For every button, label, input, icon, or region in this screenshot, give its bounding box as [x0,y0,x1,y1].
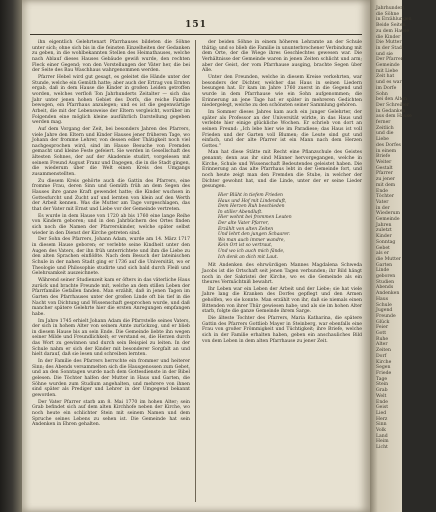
next-page-line: aus dem Hause [376,114,412,120]
next-page-line: in Gedanken [376,108,406,114]
poem-line: Hier Blüht in tiefem Frieden [218,193,283,199]
poem-line: Und lehrt den jungen Schaarer. [218,232,291,238]
paragraph: ihn eigentlich Gelehrtenart Pfarrhauses bildeten die Söhne unter sich; ohne sich bis in die feinsten Einzelheiten der Gedanken zu geben, in die wohlbekannten Stellen des Heimathauses, welche nach Ablauf dieses Hauses Gebäude gewiß wurde, den rechten Fleck einer Gegend; von den Vorstellungen der Väter her, die bei der Seite des Bau Waschhaus wahrgenommen werden. [32,40,190,74]
previous-page-edge [0,0,22,512]
next-page-line: Weiter [376,159,392,165]
next-page-line: bei den Alten [376,97,407,103]
next-page-line: und die [376,131,394,137]
paragraph: Im Sommer dieses Jahres kam auch ein junger Gelehrter, der später als Professor an der Universität wirkte, in das Haus und verlebte hier einige glückliche Wochen. Er schrieb von dort an seinen Freund: „Ich lebe hier wie im Paradiese; das Haus ist voll Frieden und der Garten voll Blumen; die Leute sind gut und einfach, und der alte Pfarrer ist ein Mann nach dem Herzen Gottes.“ [202,109,362,149]
paragraph: Auf dem Vorgang der Zeit, bei besonders Jahren des Pfarrers, viele Jahre den Eltern und Kinder Hauses jener früheren Tage, wo Johann der fromme Lehrer, von dessen edler Thätigkeit noch viel nachgesprochen wird, sind im Hause Besuche von Fremden gemacht und kleine Feste gefeiert. Sie werden in Gesellschaft des ältesten Sohnes, der auf der Akademie studirt, vorgelesen mit seinem Freund August Franz und Dagegen, die in die Stadt gingen, die wiederum über die Welt einen Kreis des Umgangs zusammenstellten. [32,126,190,178]
next-page-line: des Dorfes [376,142,401,148]
poem-line: Und wo ich auch mich fände, [218,249,285,254]
next-page-line: Abends [376,285,394,291]
book-page [22,0,370,512]
poem-line: Dem Herzen Ruh beschieden [218,204,285,210]
next-page-line: Die Mutter [376,40,402,46]
page-header [30,20,362,35]
next-page-line: Garten [376,262,393,268]
next-page-line: in der Stadt [376,45,404,51]
poem-line: Kein Ort ist so vertraut, [218,243,273,249]
next-page-line: geboren [376,274,396,280]
paragraph: Es wurde in dem Hause von 1720 ab bis 1760 eine lange Reihe von Kindern geboren; und in den Jahrbüchern des Ortes finden sich noch die Namen der Pfarrerskinder, welche später selbst wieder in den Dienst der Kirche getreten sind. [32,213,190,236]
next-page-line: Zeit hat [376,74,395,80]
next-page-line: Der Schreiber [376,102,409,108]
next-page-line: Zeiten [376,348,391,354]
next-page-line: Heim [376,439,389,445]
next-page-text [376,6,436,451]
next-page-line: Alter [376,342,388,348]
next-page-line: Gestalt [376,165,393,171]
next-page-line: Volk [376,428,386,434]
next-page-line: Glück [376,319,390,325]
poem-line: Ich denk an dich mit Laut. [218,254,279,260]
next-page-line: in Erzählungen [376,17,412,23]
next-page-line: Dorf [376,353,387,359]
next-page-line: Jahrhundert [376,6,405,11]
poem-line: Haus und Hof mit Lindenduft, [218,198,287,204]
next-page-line: Lied [376,410,387,416]
next-page-line: Friede [376,371,392,376]
poem-line: Wo man auch immer wandre, [218,237,285,243]
paragraph: Während seiner Studienzeit kam er öfters in das väterliche Haus zurück und brachte Freunde mit, welche an dem stillen Leben der Pfarrfamilie Gefallen fanden. Man erzählt, daß in jenen Tagen im Garten des Pfarrhauses unter der großen Linde oft bis tief in die Nacht von Dichtung und Wissenschaft gesprochen wurde, und daß mancher spätere Gelehrte hier die ersten Anregungen empfangen habe. [32,277,190,317]
next-page-line: Andenken [376,291,400,297]
next-page-line: zu jener [376,177,395,183]
paragraph: Der Sohn des Pfarrers, Johann Adam, wurde am 14. März 1717 in diesem Hause geboren; er verlebte seine Kindheit unter den Augen des Vaters, der ihn früh unterrichtete und ihm die Liebe zu den alten Sprachen einflößte. Nach dem Besuch der lateinischen Schule in der nahen Stadt ging er 1736 auf die Universität, wo er Theologie und Philosophie studirte und sich bald durch Fleiß und Gelehrsamkeit auszeichnete. [32,237,190,277]
next-page-line: Briefe [376,154,391,160]
next-page-line: Linde [376,268,390,274]
page-number: 151 [185,20,207,30]
next-page-line: Liebe [376,137,389,143]
next-page-line: Land [376,433,388,439]
next-page-line: Der Pfarrer [376,57,403,63]
next-page-line: zu dem Hause [376,28,410,34]
next-page-line: Zeitlich [376,125,394,131]
next-page-edge [370,0,412,512]
paragraph: Ihr Leben war ein Leben der Arbeit und der Liebe; sie hat viele Jahre lang die Kranken des Dorfes gepflegt und den Armen geholfen, wo sie konnte. Man erzählt von ihr, daß sie niemals einen Bittenden von ihrer Thür gewiesen habe; und als sie im hohen Alter starb, folgte die ganze Gemeinde ihrem Sarge. [202,286,362,315]
next-page-line: Tage [376,376,388,382]
next-page-line: Herz [376,416,388,422]
next-page-line: Grab [376,388,388,394]
next-page-line: Licht [376,445,388,451]
next-page-line: Jahren [376,222,392,228]
paragraph: Man hat diese Stätte mit Recht eine Pflanzschule des Geistes genannt; denn aus ihr sind Männer hervorgegangen, welche in Kirche, Schule und Wissenschaft Bedeutendes geleistet haben. Die Erinnerung an das alte Pfarrhaus lebt in der Gemeinde fort, und noch heute zeigt man den Fremden die Stube, in welcher der Dichter gewohnt hat, und die Linde, unter der er seine Lieder gesungen. [202,150,362,190]
next-page-line: und es war [376,80,402,86]
next-page-line: Welt [376,393,387,399]
next-page-line: Wiederum [376,211,400,217]
next-page-line: im Dorfe [376,85,397,91]
poem-line: Erzählt von alten Zeiten [218,226,274,232]
poem-line: Hier wohnt bei frommen Leuten [218,215,292,221]
paragraph: In der Familie des Pfarrers herrschte ein frommer und heiterer Sinn; des Abends versammelten sich die Hausgenossen zum Gebet, und an den Sonntagen wurde nach dem Gottesdienste in der Bibel gelesen. Die Töchter halfen der Mutter in Haus und Garten, die Söhne wurden zum Studium angehalten, und mehrere von ihnen sind später als Prediger und Lehrer in der Umgegend bekannt geworden. [32,359,190,399]
next-page-line: Töchter [376,194,394,200]
next-page-line: zuletzt [376,228,392,234]
next-page-line: in der [376,205,390,211]
next-page-line: Gott [376,331,387,337]
next-page-line: Sinn [376,422,387,428]
next-page-line: Gemeinde [376,63,400,69]
next-page-line: Gebet [376,245,390,251]
next-page-line: Segen [376,365,391,371]
right-column [202,40,362,502]
next-page-line: Kinder [376,234,392,240]
poem [218,193,362,260]
left-column [32,40,190,502]
next-page-line: Geist [376,405,389,411]
next-page-line: Beide Seiten [376,23,406,29]
next-page-line: Freunde [376,313,396,319]
next-page-line: die Kinder [376,34,401,40]
paragraph: Der Vater Pfarrer starb am 8. Mai 1770 im hohen Alter; sein Grab befindet sich auf dem alten Kirchhofe neben der Kirche, wo noch heute ein schlichter Stein mit seinem Namen und dem Spruche seines Lebens zu sehen ist. Die Gemeinde hat sein Andenken in Ehren gehalten. [32,399,190,428]
next-page-line: als er [376,251,389,257]
next-page-line: Sohn [376,91,388,97]
paragraph: Im Jahre 1745 erhielt Johann Adam die Pfarrstelle seines Vaters, der sich in hohem Alter von seinem Amte zurückzog, und er blieb in diesem Hause bis an sein Ende. Die Gemeinde liebte ihn wegen seiner Milde und Freundlichkeit; er verstand es, die Herzen durch das Wort zu gewinnen und durch sein Beispiel zu leiten. In der Schule nahm er sich der Kinder mit besonderer Sorgfalt an und hielt darauf, daß sie lesen und schreiben lernten. [32,318,190,358]
next-page-line: Ende [376,399,388,405]
next-page-line: Stein [376,382,389,388]
next-page-line: Kirche [376,359,392,365]
paragraph: der beiden Söhne in einem höheren Lehramte an der Schule thätig; und so blieb die Familie in ununterbrochener Verbindung mit dem Orte, der die Wiege ihres Geschlechtes gewesen war. Die Verhältnisse der Gemeinde waren in jenen Zeiten schlicht und arm; aber der Geist, der vom Pfarrhause ausging, brachte Segen über Alle. [202,40,362,74]
next-page-line: mit Liebe [376,68,399,74]
next-page-line: Haus [376,296,389,302]
next-page-line: Pfarrer [376,171,393,177]
next-page-line: Feier [376,325,389,331]
paragraph: Mit Andenken des ehrwürdigen Mannes Magdalena Schweda Jacobs ist die Ortschaft seit jenen Tagen verbunden; ihr Bild hängt noch in der Sakristei der Kirche, wo es die Gemeinde als ein theures Vermächtniß bewahrt. [202,263,362,286]
poem-line: Der alte Vater Pfarrer, [218,221,269,227]
paragraph: Zu diesem Kreis gehörte auch die Gattin des Pfarrers, eine fromme Frau, deren Sinn und Gemüth früh an dem Segen des Hauses ihre ganze Kraft gewendet hatte; die Kinder wuchsen in Gottesfurcht und Zucht auf und lernten von klein auf den Werth der Arbeit kennen. Was die Mutter am Tage vorgeschlagen, das that der Vater mit Ernst und Liebe vor der Gemeinde vertreten. [32,178,190,213]
next-page-line: Vater [376,199,389,205]
next-page-line: Studien [376,279,395,285]
next-page-line: die Söhne [376,11,400,17]
next-page-line: Schule [376,302,392,308]
next-page-line: Gemeinde [376,217,400,223]
column-divider [195,40,196,502]
next-page-line: Ende [376,188,388,194]
poem-line: In stiller Abendluft. [218,209,263,215]
next-page-line: und sie [376,51,393,57]
paragraph: Die älteste Tochter des Pfarrers, Maria Katharina, die spätere Gattin des Pfarrers Gottlieb Mayer in Steinberg, war ebenfalls eine Frau von großer Frömmigkeit und Tüchtigkeit; ihre Briefe, welche sich in der Familie erhalten haben, geben ein anschauliches Bild von dem Leben in dem alten Pfarrhause zu jener Zeit. [202,316,362,344]
next-page-line: mit dem [376,182,396,188]
next-page-line: Ruhe [376,336,389,342]
next-page-line: Jugend [376,308,393,314]
paragraph: Pfarrer Hebel wird gut gesagt, es geleitet die Hände unter der Stunde, welche ein Gemüth hatte; aber auch der Ertrag von Ernten ergab, daß in dem Hause die Kinder in großen Leiden getroffen worden, welches verfloß Ton Jahrhunderts Zeitalter — sich das Jahr unter jenen hohen Gebiet des Dorfs, die reiche Familie bewogen, ein Pfarrhaus anzulegen; und es ist die gegenwärtige Arbeit, die mit der Lebensweise der Eltern vergleicht, worüber im Folgenden eine möglich kleine ausführlich Darstellung gegeben werden mag. [32,74,190,126]
next-page-line: in einem [376,148,397,154]
paragraph: Unter den Freunden, welche in diesem Kreise verkehrten, war besonders der Dichter, welcher das Haus in seinen Liedern besungen hat. Er kam im Jahre 1760 zuerst in die Gegend und wurde in dem Pfarrhause wie ein Sohn aufgenommen; die Erinnerung an jene Tage hat er später in mehreren Gedichten niedergelegt, welche zu den schönsten seiner Sammlung gehören. [202,74,362,109]
next-page-line: die Mutter [376,256,401,262]
next-page-line: Sonntag [376,239,396,245]
next-page-line: ferner [376,120,391,126]
